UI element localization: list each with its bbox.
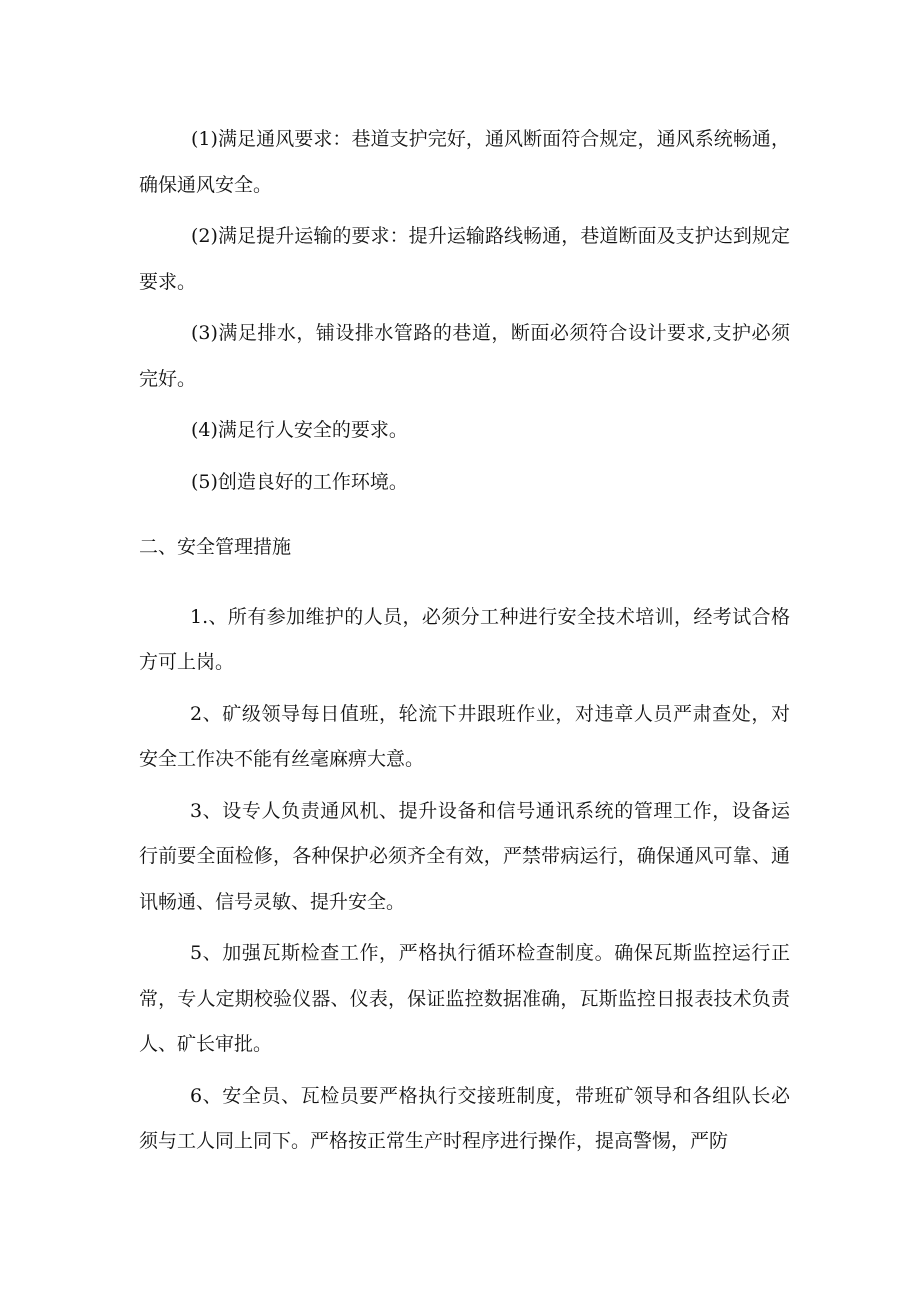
requirement-1: (1)满足通风要求：巷道支护完好，通风断面符合规定，通风系统畅通，确保通风安全。 — [139, 128, 790, 196]
requirement-5: (5)创造良好的工作环境。 — [191, 470, 408, 493]
requirement-2: (2)满足提升运输的要求：提升运输路线畅通，巷道断面及支护达到规定要求。 — [139, 225, 790, 293]
measure-6: 6、安全员、瓦检员要严格执行交接班制度，带班矿领导和各组队长必须与工人同上同下。严格按正常生产时程序进行操作，提高警惕，严防 — [139, 1084, 790, 1152]
measure-2: 2、矿级领导每日值班，轮流下井跟班作业，对违章人员严肃查处，对安全工作决不能有丝毫麻痹大意。 — [139, 702, 790, 770]
requirement-3: (3)满足排水，铺设排水管路的巷道，断面必须符合设计要求,支护必须完好。 — [139, 322, 790, 390]
measure-1: 1.、所有参加维护的人员，必须分工种进行安全技术培训，经考试合格方可上岗。 — [139, 605, 790, 673]
section-heading: 二、安全管理措施 — [139, 536, 292, 558]
requirement-4: (4)满足行人安全的要求。 — [191, 419, 408, 441]
measure-3: 3、设专人负责通风机、提升设备和信号通讯系统的管理工作，设备运行前要全面检修，各种保护必须齐全有效，严禁带病运行，确保通风可靠、通讯畅通、信号灵敏、提升安全。 — [139, 799, 790, 913]
measure-5: 5、加强瓦斯检查工作，严格执行循环检查制度。确保瓦斯监控运行正常，专人定期校验仪器、仪表，保证监控数据准确，瓦斯监控日报表技术负责人、矿长审批。 — [139, 942, 790, 1055]
